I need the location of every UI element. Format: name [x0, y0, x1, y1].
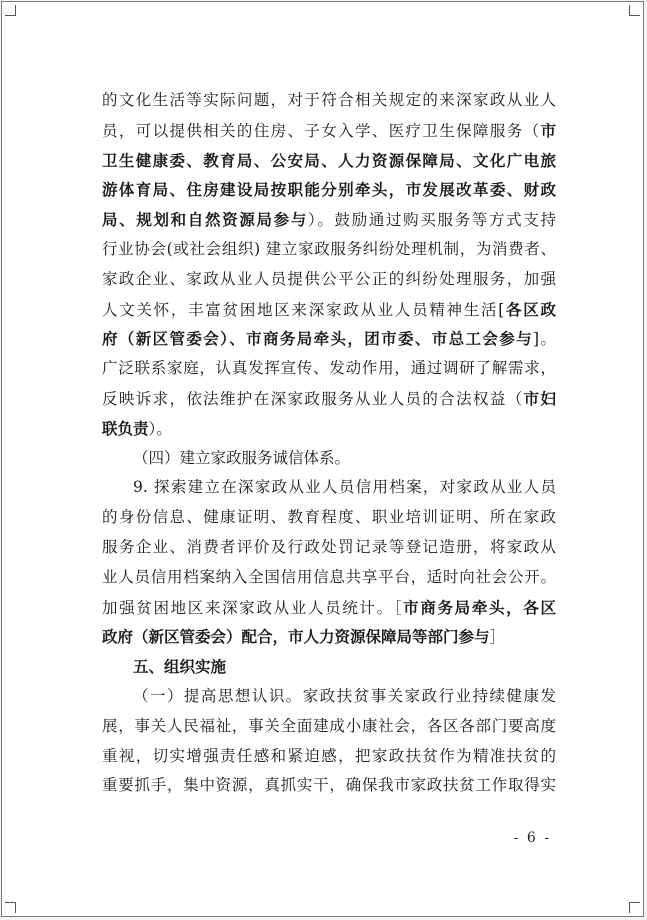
- body-line-3: 卫生健康委、教育局、公安局、人力资源保障局、文化广电旅: [102, 150, 556, 170]
- crop-mark-bottom-right: [629, 902, 640, 913]
- document-page: [1, 1, 644, 917]
- body-line-16: 服务企业、消费者评价及行政处罚记录等登记造册，将家政从: [102, 537, 556, 556]
- body-line-7: 家政企业、家政从业人员提供公平公正的纠纷处理服务，加强: [102, 269, 556, 288]
- body-line-2: 员，可以提供相关的住房、子女入学、医疗卫生保障服务（市: [102, 120, 556, 140]
- document-body: [102, 86, 556, 801]
- body-line-15: 的身份信息、健康证明、教育程度、职业培训证明、所在家政: [102, 508, 556, 527]
- body-line-24: 重要抓手，集中资源，真抓实干，确保我市家政扶贫工作取得实: [102, 776, 556, 795]
- body-line-9: 府（新区管委会）、市商务局牵头，团市委、市总工会参与]。: [102, 329, 556, 349]
- section-heading-credit-system: （四）建立家政服务诚信体系。: [133, 448, 351, 467]
- body-line-23: 重视，切实增强责任感和紧迫感，把家政扶贫作为精准扶贫的: [102, 746, 556, 765]
- body-line-21: （一）提高思想认识。家政扶贫事关家政行业持续健康发: [133, 686, 556, 705]
- body-line-17: 业人员信用档案纳入全国信用信息共享平台，适时向社会公开。: [102, 567, 556, 586]
- section-heading-organization: 五、组织实施: [133, 657, 227, 677]
- page-number: - 6 -: [513, 830, 551, 846]
- crop-mark-top-right: [629, 5, 640, 16]
- crop-mark-top-left: [5, 5, 16, 16]
- body-line-14: 9. 探索建立在深家政从业人员信用档案，对家政从业人员: [133, 478, 556, 497]
- body-line-5: 局、规划和自然资源局参与）。鼓励通过购买服务等方式支持: [102, 210, 556, 230]
- body-line-12: 联负责）。: [102, 418, 172, 438]
- body-line-11: 反映诉求，依法维护在深家政服务从业人员的合法权益（市妇: [102, 388, 556, 408]
- body-line-1: 的文化生活等实际问题，对于符合相关规定的来深家政从业人: [102, 91, 556, 109]
- body-line-6: 行业协会(或社会组织) 建立家政服务纠纷处理机制，为消费者、: [102, 239, 556, 258]
- body-line-10: 广泛联系家庭，认真发挥宣传、发动作用，通过调研了解需求，: [102, 359, 556, 378]
- body-line-8: 人文关怀，丰富贫困地区来深家政从业人员精神生活[各区政: [102, 299, 556, 319]
- body-line-4: 游体育局、住房建设局按职能分别牵头，市发展改革委、财政: [102, 180, 556, 200]
- crop-mark-bottom-left: [5, 902, 16, 913]
- body-line-19: 政府（新区管委会）配合，市人力资源保障局等部门参与］: [102, 627, 506, 647]
- body-line-18: 加强贫困地区来深家政从业人员统计。［市商务局牵头，各区: [102, 597, 556, 617]
- body-line-22: 展，事关人民福祉，事关全面建成小康社会，各区各部门要高度: [102, 716, 556, 735]
